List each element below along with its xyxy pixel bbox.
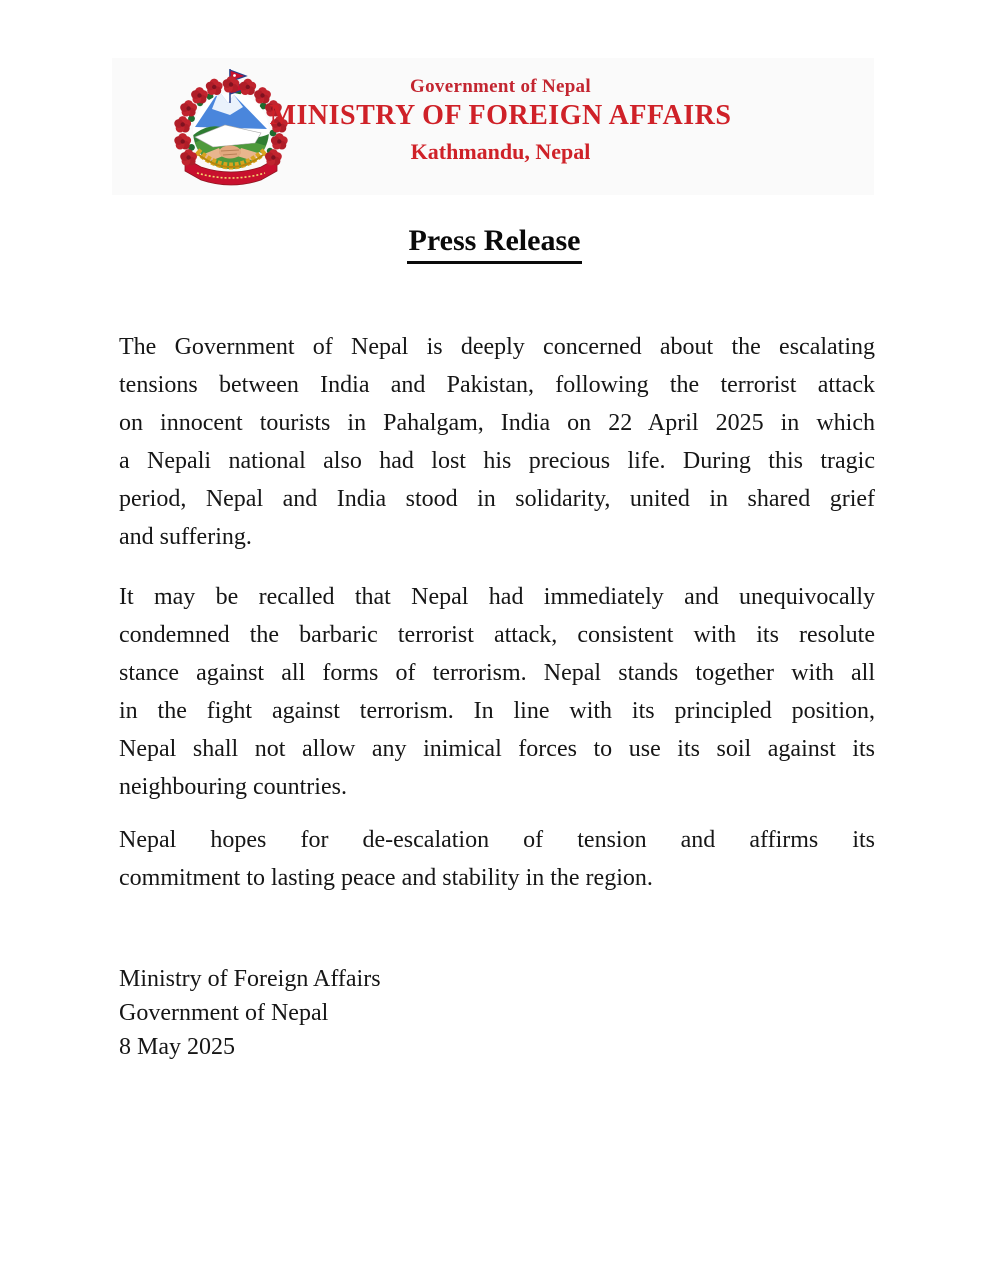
letterhead-location-line: Kathmandu, Nepal [410,139,591,164]
paragraph-1 [119,328,875,556]
letterhead-ministry-line: MINISTRY OF FOREIGN AFFAIRS [269,100,732,131]
text-line: Government of Nepal [119,1000,329,1026]
text-line: period, Nepal and India stood in solidarity, united in shared grief [119,486,875,512]
letterhead-government-line: Government of Nepal [410,76,591,97]
text-line: stance against all forms of terrorism. Nepal stands together with all [119,660,875,686]
text-line: Ministry of Foreign Affairs [119,966,381,992]
paragraph-3 [119,821,875,897]
text-line: commitment to lasting peace and stability in the region. [119,865,653,891]
text-line: The Government of Nepal is deeply concerned about the escalating [119,334,875,360]
paragraph-2 [119,578,875,806]
text-line: condemned the barbaric terrorist attack, consistent with its resolute [119,622,875,648]
text-line: a Nepali national also had lost his precious life. During this tragic [119,448,875,474]
document-title-wrap [0,224,989,264]
text-line: It may be recalled that Nepal had immediately and unequivocally [119,584,875,610]
text-line: on innocent tourists in Pahalgam, India on 22 April 2025 in which [119,410,875,436]
text-line: Nepal shall not allow any inimical forces to use its soil against its [119,736,875,762]
text-line: tensions between India and Pakistan, following the terrorist attack [119,372,875,398]
text-line: neighbouring countries. [119,774,347,800]
document-title: Press Release [407,224,583,264]
signature-block [119,962,875,1064]
text-line: 8 May 2025 [119,1034,235,1060]
text-line: and suffering. [119,524,252,550]
text-line: in the fight against terrorism. In line with its principled position, [119,698,875,724]
text-line: Nepal hopes for de-escalation of tension and affirms its [119,827,875,853]
